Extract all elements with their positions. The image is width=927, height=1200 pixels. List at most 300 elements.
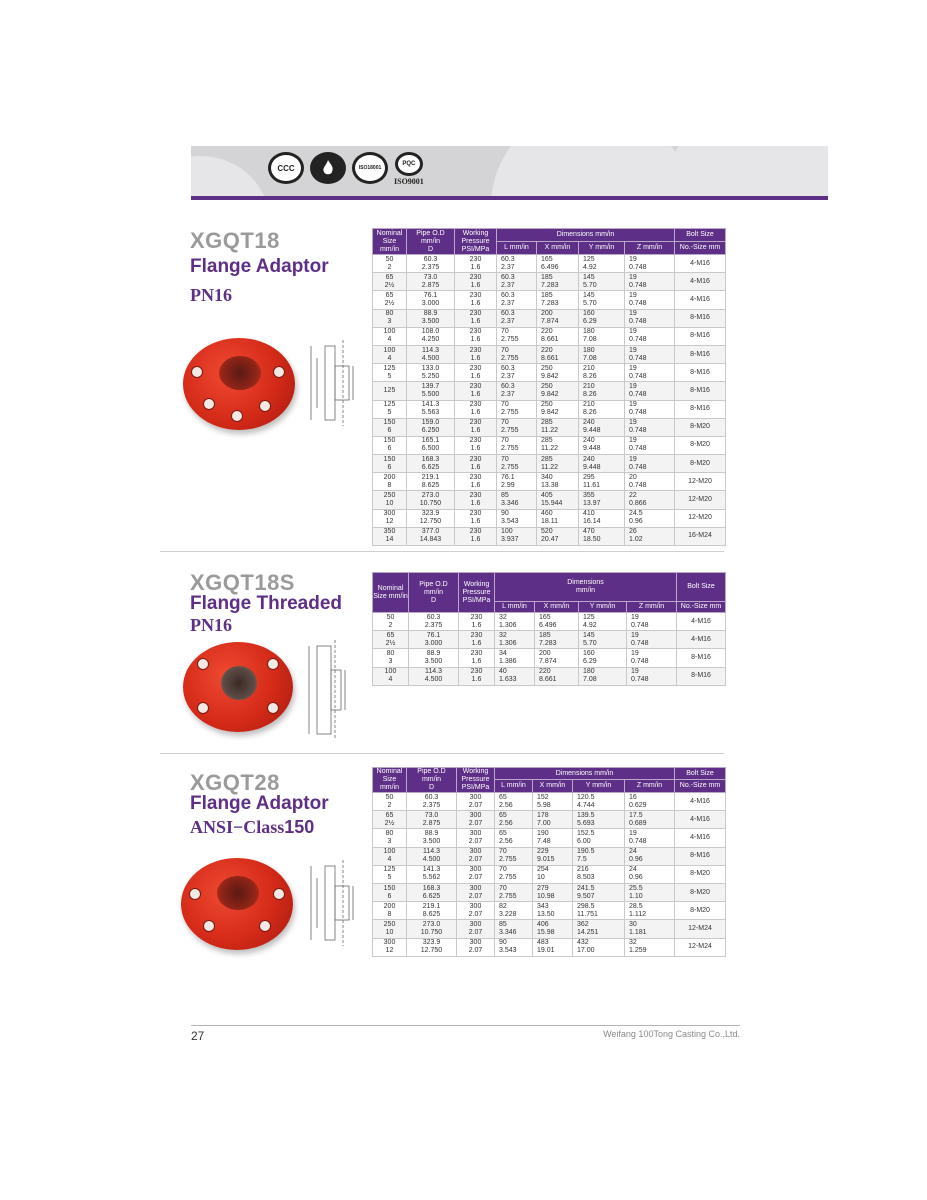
cell-od-secondary: 2.375 [421, 263, 440, 271]
cell-od-secondary: 6.625 [421, 463, 440, 471]
cell-bolt: 4-M16 [675, 793, 726, 811]
cell-size-primary: 100 [383, 346, 396, 354]
cell-l-primary: 65 [499, 829, 507, 837]
cell-size-secondary: 2 [387, 801, 392, 809]
cell-pressure [457, 865, 495, 883]
cell-size [373, 255, 407, 273]
cell-l [497, 309, 537, 327]
cell-pressure [455, 455, 497, 473]
table-row [373, 829, 726, 847]
cell-l-secondary: 1.306 [499, 639, 517, 647]
cell-pressure-primary: 230 [469, 455, 482, 463]
cell-od [407, 509, 455, 527]
cell-x-secondary: 7.48 [537, 837, 551, 845]
cell-y [573, 902, 625, 920]
fire-certification-icon [310, 152, 346, 184]
cell-size [373, 273, 407, 291]
table-row [373, 847, 726, 865]
cell-z-secondary: 0.748 [629, 354, 647, 362]
cell-pressure [455, 273, 497, 291]
cell-bolt: 4-M16 [675, 811, 726, 829]
cell-x-primary: 200 [541, 310, 553, 318]
section-divider [160, 551, 724, 552]
cell-x [533, 865, 573, 883]
cell-x-primary: 405 [541, 492, 553, 500]
cell-size-secondary: 8 [387, 481, 392, 489]
cell-od [407, 309, 455, 327]
cell-x-secondary: 8.661 [539, 676, 557, 684]
cell-od-secondary: 10.750 [420, 928, 443, 936]
cell-y-secondary: 17.00 [577, 947, 595, 955]
cell-y-secondary: 8.503 [577, 874, 595, 882]
cell-size [373, 345, 407, 363]
cell-y-primary: 355 [583, 492, 595, 500]
cell-od-primary: 88.9 [423, 310, 438, 318]
cell-pressure-secondary: 2.07 [468, 892, 483, 900]
cell-x [533, 793, 573, 811]
cell-x-primary: 254 [537, 866, 549, 874]
cell-l-primary: 90 [501, 510, 509, 518]
cell-od-primary: 114.3 [423, 848, 440, 856]
cell-pressure-secondary: 1.6 [471, 639, 482, 647]
cell-l-primary: 60.3 [501, 291, 515, 299]
cell-l [495, 631, 535, 649]
cell-size [373, 793, 407, 811]
xgqt18s-spec-table [372, 572, 726, 686]
cell-size-primary: 50 [386, 613, 395, 621]
cell-x-secondary: 15.98 [537, 928, 555, 936]
cell-z [625, 364, 675, 382]
table-row [373, 273, 726, 291]
cell-pressure [455, 382, 497, 400]
cell-z-primary: 19 [629, 346, 637, 354]
cell-z-primary: 19 [629, 829, 637, 837]
cell-l-primary: 32 [499, 613, 507, 621]
cell-size [373, 829, 407, 847]
cell-y-primary: 298.5 [577, 902, 595, 910]
cell-y-secondary: 4.92 [583, 263, 597, 271]
cell-size-primary: 80 [385, 829, 394, 837]
cell-size-secondary: 4 [387, 856, 392, 864]
cell-x-primary: 406 [537, 920, 549, 928]
cell-size-primary: 200 [383, 902, 396, 910]
cell-z-primary: 25.5 [629, 884, 643, 892]
cell-pressure-secondary: 1.6 [470, 500, 481, 508]
cell-od-secondary: 2.875 [422, 819, 441, 827]
cell-l-secondary: 1.306 [499, 621, 517, 629]
cell-size [373, 920, 407, 938]
section2-code: XGQT18S [190, 570, 295, 595]
cell-z-secondary: 0.629 [629, 801, 647, 809]
cell-od [409, 667, 459, 685]
cell-y-secondary: 9.448 [583, 463, 601, 471]
cell-y-primary: 240 [583, 437, 595, 445]
cell-bolt: 8-M20 [675, 436, 726, 454]
cell-z-primary: 24.5 [629, 510, 643, 518]
cell-l-secondary: 2.37 [501, 390, 515, 398]
cell-y-primary: 145 [583, 631, 595, 639]
cell-z-primary: 19 [631, 649, 639, 657]
cell-l [495, 667, 535, 685]
cell-y [579, 327, 625, 345]
cell-z [627, 649, 677, 667]
cell-size-primary: 300 [383, 510, 396, 518]
cell-x-primary: 185 [541, 291, 553, 299]
cell-size [373, 327, 407, 345]
cell-y-primary: 190.5 [577, 848, 595, 856]
cell-bolt: 4-M16 [677, 613, 726, 631]
cell-size-secondary: 12 [385, 947, 394, 955]
table-row [373, 509, 726, 527]
cell-z-secondary: 0.748 [629, 318, 647, 326]
cell-x-primary: 250 [541, 364, 553, 372]
cell-od-secondary: 6.500 [421, 445, 440, 453]
header-l: L mm/in [495, 780, 533, 793]
cell-z [625, 920, 675, 938]
iso9001-certification [394, 152, 424, 186]
cell-od [407, 400, 455, 418]
cell-pressure [455, 509, 497, 527]
cell-bolt: 4-M16 [675, 273, 726, 291]
cell-pressure-secondary: 2.07 [468, 819, 483, 827]
cell-z-secondary: 0.748 [629, 837, 647, 845]
cell-y [579, 473, 625, 491]
cell-size-primary: 50 [385, 793, 394, 801]
cell-y [579, 613, 627, 631]
cell-y [579, 491, 625, 509]
cell-bolt: 12-M24 [675, 938, 726, 956]
cell-z-primary: 19 [631, 613, 639, 621]
cell-x [533, 847, 573, 865]
cell-y [579, 649, 627, 667]
cell-pressure-primary: 300 [469, 866, 482, 874]
cell-size-primary: 250 [383, 920, 396, 928]
cell-pressure [455, 436, 497, 454]
cell-y-primary: 470 [583, 528, 595, 536]
cell-x [537, 291, 579, 309]
cell-pressure-secondary: 1.6 [471, 621, 482, 629]
cell-x-secondary: 20.47 [541, 536, 559, 544]
cell-l-secondary: 2.755 [501, 445, 519, 453]
cell-od-secondary: 6.250 [421, 427, 440, 435]
cell-y [579, 382, 625, 400]
cell-pressure-primary: 300 [469, 793, 482, 801]
flange-adaptor-drawing [305, 338, 361, 428]
cell-od [407, 455, 455, 473]
cell-x [533, 829, 573, 847]
cell-size [373, 938, 407, 956]
cell-y-secondary: 8.26 [583, 390, 597, 398]
cell-z [625, 309, 675, 327]
cell-x [537, 345, 579, 363]
cell-size-primary: 250 [383, 492, 396, 500]
cell-pressure-primary: 230 [469, 492, 482, 500]
header-nominal: Nominal Size mm/in [373, 768, 407, 793]
cell-size-primary: 65 [385, 273, 394, 281]
cell-size-primary: 125 [383, 866, 396, 874]
cell-z [625, 418, 675, 436]
table-row [373, 455, 726, 473]
cell-size-secondary: 5 [387, 409, 392, 417]
cell-pressure-primary: 300 [469, 920, 482, 928]
cell-y [579, 418, 625, 436]
cell-x-primary: 343 [537, 902, 549, 910]
section1-standard: PN16 [190, 285, 232, 305]
cell-od-primary: 377.0 [421, 528, 440, 536]
cell-od-primary: 219.1 [422, 902, 441, 910]
cell-y-primary: 160 [583, 310, 595, 318]
cell-l-secondary: 3.346 [499, 928, 517, 936]
cell-y-secondary: 5.693 [577, 819, 595, 827]
cell-x [535, 631, 579, 649]
cell-z-primary: 19 [629, 437, 637, 445]
cell-size-primary: 100 [384, 668, 397, 676]
cell-x-secondary: 7.283 [541, 281, 559, 289]
table-row [373, 345, 726, 363]
cell-z-secondary: 0.748 [631, 657, 649, 665]
cell-pressure-primary: 300 [469, 829, 482, 837]
cell-z [625, 455, 675, 473]
cell-z-secondary: 0.748 [629, 409, 647, 417]
cell-y-primary: 180 [583, 668, 595, 676]
header-l: L mm/in [497, 242, 537, 255]
cell-size [373, 649, 409, 667]
cell-od [409, 649, 459, 667]
cell-y-primary: 180 [583, 346, 595, 354]
cell-l [497, 509, 537, 527]
cell-y-secondary: 13.97 [583, 500, 601, 508]
cell-x-secondary: 8.661 [541, 336, 559, 344]
cell-x-secondary: 8.661 [541, 354, 559, 362]
cell-x-primary: 520 [541, 528, 553, 536]
cell-l [495, 649, 535, 667]
cell-size-primary: 100 [383, 848, 396, 856]
cell-y-primary: 216 [577, 866, 589, 874]
cell-od-primary: 141.3 [421, 401, 440, 409]
cell-z-secondary: 1.112 [629, 910, 646, 918]
cell-od-primary: 73.0 [424, 811, 439, 819]
cell-od [407, 938, 457, 956]
cell-pressure [457, 847, 495, 865]
cell-z-secondary: 0.748 [629, 281, 647, 289]
table-row [373, 902, 726, 920]
cell-z-primary: 19 [629, 455, 637, 463]
cell-y-primary: 240 [583, 455, 595, 463]
cell-pressure-primary: 300 [469, 811, 482, 819]
cell-y [579, 291, 625, 309]
cell-y [579, 345, 625, 363]
xgqt18-spec-table [372, 228, 726, 546]
table-row [373, 883, 726, 901]
header-nominal: Nominal Size mm/in [373, 573, 409, 613]
cell-bolt: 12-M24 [675, 920, 726, 938]
table-row [373, 382, 726, 400]
cell-z-secondary: 0.748 [629, 427, 647, 435]
cell-od [407, 327, 455, 345]
certification-logos [268, 152, 424, 192]
cell-x [533, 883, 573, 901]
cell-l-secondary: 3.937 [501, 536, 519, 544]
cell-z-primary: 24 [629, 866, 637, 874]
cell-pressure-primary: 230 [470, 668, 483, 676]
cell-x [537, 364, 579, 382]
cell-z-secondary: 0.748 [629, 481, 647, 489]
cell-pressure-secondary: 1.6 [470, 481, 481, 489]
cell-pressure [455, 364, 497, 382]
cell-size-secondary: 2½ [384, 299, 395, 307]
cell-x-primary: 285 [541, 419, 553, 427]
cell-z-primary: 24 [629, 848, 637, 856]
cell-l-primary: 70 [501, 401, 509, 409]
cell-y [579, 527, 625, 545]
cell-x-secondary: 10 [537, 874, 545, 882]
cell-y [579, 255, 625, 273]
cell-l-secondary: 2.755 [501, 427, 519, 435]
cell-size-primary: 80 [385, 310, 394, 318]
cell-bolt: 8-M16 [675, 309, 726, 327]
cell-size [373, 847, 407, 865]
cell-od-primary: 76.1 [423, 291, 438, 299]
header-bolt-sub: No.-Size mm [675, 242, 726, 255]
cell-y [573, 793, 625, 811]
cell-l [497, 291, 537, 309]
cell-pressure [455, 345, 497, 363]
cell-x-secondary: 11.22 [541, 463, 558, 471]
flange-threaded-drawing [305, 640, 355, 740]
cell-y-primary: 295 [583, 473, 595, 481]
section3-code: XGQT28 [190, 770, 280, 795]
cell-size [373, 865, 407, 883]
cell-l-primary: 70 [499, 884, 507, 892]
cell-x [533, 902, 573, 920]
page-number: 27 [191, 1029, 205, 1043]
cell-pressure-primary: 230 [469, 401, 482, 409]
cell-pressure-primary: 230 [469, 437, 482, 445]
section2-standard: PN16 [190, 615, 232, 635]
cell-z [625, 291, 675, 309]
cell-pressure-secondary: 1.6 [470, 518, 481, 526]
xgqt18s-rows [373, 613, 726, 686]
cell-z [625, 829, 675, 847]
flange-adaptor-image [183, 338, 295, 430]
cell-pressure [455, 491, 497, 509]
cell-pressure-secondary: 1.6 [470, 427, 481, 435]
table-row [373, 473, 726, 491]
cell-od-primary: 141.3 [422, 866, 441, 874]
cell-pressure [457, 883, 495, 901]
cell-pressure-primary: 230 [469, 364, 482, 372]
cell-size-secondary: 4 [388, 676, 393, 684]
cell-l-secondary: 2.37 [501, 372, 515, 380]
cell-y-secondary: 4.744 [577, 801, 595, 809]
table-row [373, 865, 726, 883]
header-x: X mm/in [533, 780, 573, 793]
cell-z [625, 865, 675, 883]
cell-x-secondary: 10.98 [537, 892, 555, 900]
cell-od-secondary: 4.500 [424, 676, 443, 684]
cell-l [497, 418, 537, 436]
cell-od-primary: 159.0 [421, 419, 440, 427]
cell-size-secondary: 2½ [384, 281, 395, 289]
header-x: X mm/in [537, 242, 579, 255]
cell-bolt: 8-M16 [677, 667, 726, 685]
cell-size-primary: 65 [385, 291, 394, 299]
cell-l-primary: 70 [501, 437, 509, 445]
cell-z-primary: 19 [629, 382, 637, 390]
cell-x-secondary: 18.11 [541, 518, 558, 526]
cell-size-secondary: 3 [387, 837, 392, 845]
cell-size-secondary: 6 [387, 445, 392, 453]
header-dimensions: Dimensions mm/in [495, 768, 675, 780]
cell-l-primary: 70 [499, 848, 507, 856]
header-y: Y mm/in [573, 780, 625, 793]
cell-l [495, 902, 533, 920]
cell-size [373, 631, 409, 649]
cell-size [373, 491, 407, 509]
cell-l-secondary: 3.346 [501, 500, 519, 508]
cell-od-secondary: 5.563 [421, 409, 440, 417]
cell-l [495, 883, 533, 901]
cell-y-primary: 241.5 [577, 884, 595, 892]
cell-y-secondary: 7.08 [583, 676, 597, 684]
cell-x-secondary: 9.842 [541, 409, 559, 417]
cell-pressure-primary: 230 [469, 473, 482, 481]
cell-l-primary: 76.1 [501, 473, 515, 481]
cell-z-secondary: 0.748 [629, 336, 647, 344]
table-row [373, 291, 726, 309]
section2-name: Flange Threaded [190, 593, 343, 614]
cell-x-secondary: 9.842 [541, 390, 559, 398]
header-bolt-sub: No.-Size mm [677, 602, 726, 613]
cell-x [533, 920, 573, 938]
cell-x-secondary: 6.496 [539, 621, 557, 629]
cell-size-primary: 65 [386, 631, 395, 639]
cell-bolt: 12-M20 [675, 473, 726, 491]
ccc-certification-icon: CCC [268, 152, 304, 184]
cell-x [537, 436, 579, 454]
cell-od-secondary: 10.750 [419, 500, 442, 508]
cell-x [537, 491, 579, 509]
cell-od [407, 418, 455, 436]
cell-size-primary: 300 [383, 939, 396, 947]
cell-x [533, 938, 573, 956]
cell-x-primary: 165 [541, 255, 553, 263]
table-row [373, 811, 726, 829]
cell-od-primary: 73.0 [423, 273, 438, 281]
cell-z-primary: 28.5 [629, 902, 643, 910]
cell-l [497, 327, 537, 345]
cell-y-secondary: 5.70 [583, 639, 597, 647]
cell-l-primary: 85 [501, 492, 509, 500]
cell-od-secondary: 3.500 [421, 318, 440, 326]
cell-od-secondary: 6.625 [422, 892, 441, 900]
cell-od [407, 527, 455, 545]
cell-l [497, 255, 537, 273]
cell-bolt: 8-M20 [675, 418, 726, 436]
cell-size-primary: 200 [383, 473, 396, 481]
cell-bolt: 8-M20 [675, 865, 726, 883]
cell-x [537, 273, 579, 291]
cell-l-secondary: 2.755 [501, 354, 519, 362]
cell-od-secondary: 14.843 [419, 536, 442, 544]
cell-l-primary: 85 [499, 920, 507, 928]
cell-od-primary: 168.3 [422, 884, 441, 892]
cell-pressure [459, 631, 495, 649]
table-row [373, 920, 726, 938]
cell-od [407, 920, 457, 938]
cell-size-secondary: 8 [387, 910, 392, 918]
cell-y-secondary: 18.50 [583, 536, 601, 544]
